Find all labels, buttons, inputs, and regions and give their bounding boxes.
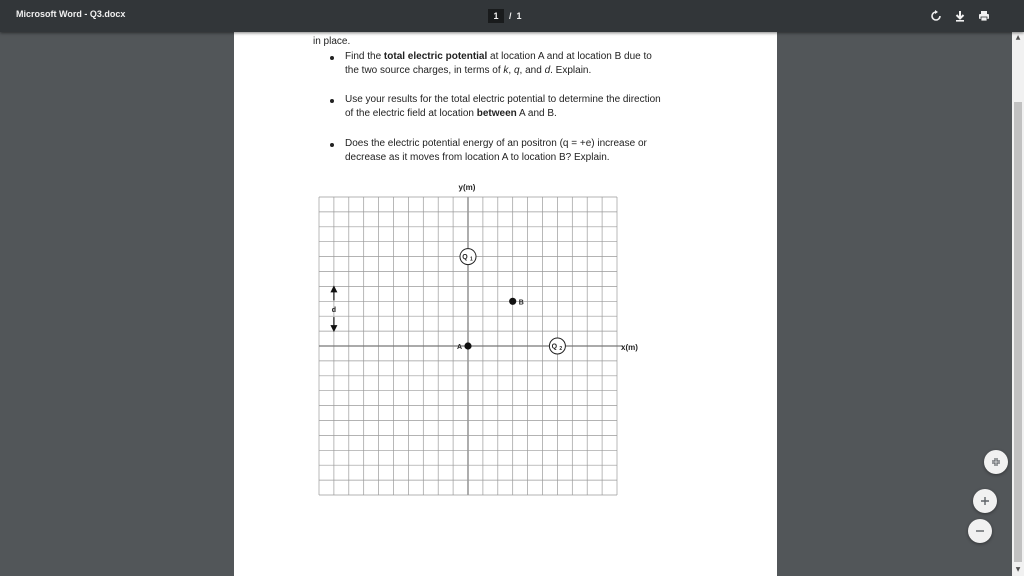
text-run: . Explain. xyxy=(550,65,592,76)
text-run: Use your results for the total electric potential to determine the direction xyxy=(345,94,661,105)
zoom-out-icon[interactable] xyxy=(968,519,992,543)
text-run: decrease as it moves from location A to location B? Explain. xyxy=(345,152,610,163)
distance-marker xyxy=(330,285,337,332)
text-run: A and B. xyxy=(516,108,557,119)
rotate-icon[interactable] xyxy=(928,8,944,24)
charge-label: Q xyxy=(462,254,468,262)
print-icon[interactable] xyxy=(976,8,992,24)
scroll-down-arrow-icon[interactable]: ▼ xyxy=(1015,566,1021,573)
bullet-marker xyxy=(330,99,334,103)
total-pages: 1 xyxy=(516,10,522,21)
bullet-marker xyxy=(330,56,334,60)
bullet-1-line-1 xyxy=(345,50,652,64)
distance-label: d xyxy=(331,306,337,314)
text-run: Find the xyxy=(345,51,384,62)
text-run: at location A and at location B due to xyxy=(487,51,652,62)
document-title: Microsoft Word - Q3.docx xyxy=(16,9,126,19)
text-run: between xyxy=(476,108,517,119)
zoom-in-icon[interactable] xyxy=(973,489,997,513)
intro-text: in place. xyxy=(313,36,351,47)
text-run: q xyxy=(513,65,520,76)
bullet-2-line-1 xyxy=(345,93,661,107)
page-indicator xyxy=(488,8,522,23)
location-a-label: A xyxy=(456,344,462,351)
text-run: of the electric field at location xyxy=(345,108,477,119)
scrollbar-thumb[interactable] xyxy=(1014,102,1022,562)
bullet-marker xyxy=(330,143,334,147)
charge-q1 xyxy=(460,249,476,265)
vertical-scrollbar[interactable] xyxy=(1012,32,1024,576)
charge-q2 xyxy=(549,338,565,354)
text-run: k xyxy=(503,65,509,76)
document-page xyxy=(234,32,777,576)
location-a-dot xyxy=(464,342,471,349)
bullet-2-line-2 xyxy=(345,107,557,121)
page-separator: / xyxy=(509,10,512,21)
bullet-1-line-2 xyxy=(345,64,591,78)
text-run: Does the electric potential energy of an positron (q = +e) increase or xyxy=(345,138,647,149)
text-run: , and xyxy=(519,65,545,76)
fit-page-icon[interactable] xyxy=(984,450,1008,474)
bullet-3-line-2 xyxy=(345,151,610,165)
text-run: total electric potential xyxy=(383,51,488,62)
charge-subscript: 1 xyxy=(470,256,473,263)
x-axis-label: x(m) xyxy=(621,343,638,352)
bullet-3-line-1 xyxy=(345,137,647,151)
y-axis-label: y(m) xyxy=(458,183,476,192)
text-run: the two source charges, in terms of xyxy=(345,65,504,76)
text-run: d xyxy=(544,65,551,76)
location-b-label: B xyxy=(518,299,524,307)
charge-grid-figure xyxy=(294,177,654,507)
download-icon[interactable] xyxy=(952,8,968,24)
text-run: , xyxy=(508,65,514,76)
charge-label: Q xyxy=(551,343,558,351)
current-page-input[interactable]: 1 xyxy=(488,9,504,23)
pdf-viewer-toolbar xyxy=(0,0,1024,32)
scroll-up-arrow-icon[interactable]: ▲ xyxy=(1015,34,1021,41)
location-b-dot xyxy=(509,298,516,305)
charge-subscript: 2 xyxy=(559,346,563,352)
